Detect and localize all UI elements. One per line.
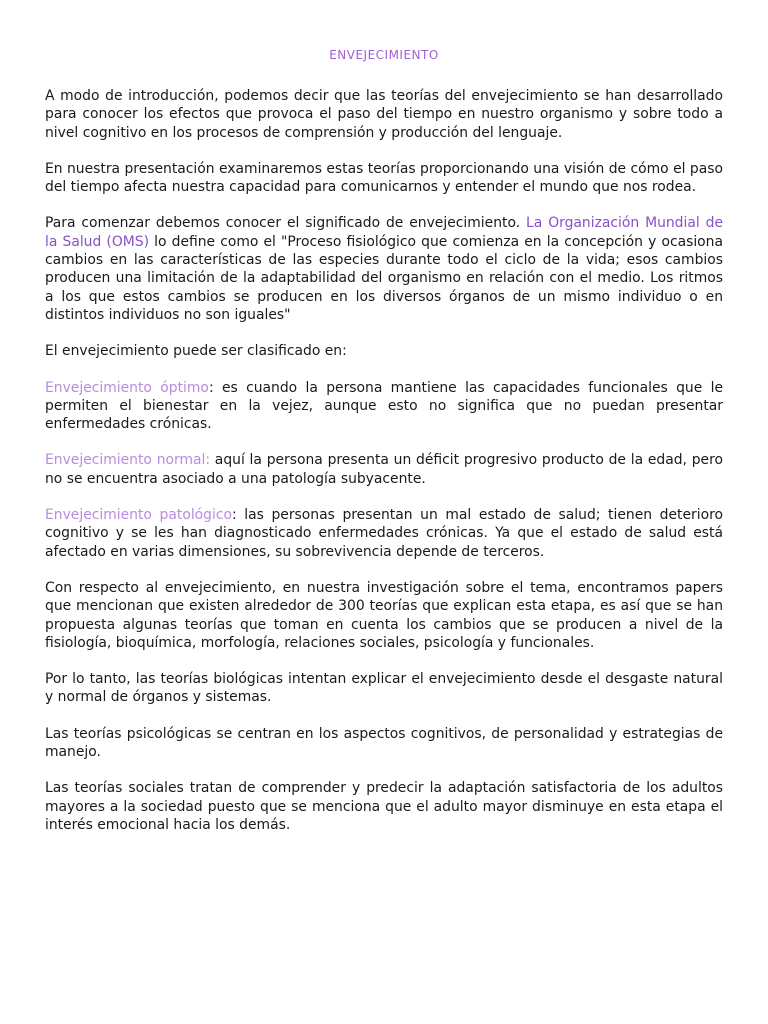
psychological-theories-paragraph: Las teorías psicológicas se centran en los aspectos cognitivos, de personalidad y estrategias de manejo. [45, 725, 723, 761]
normal-term: Envejecimiento normal: [45, 452, 211, 469]
intro-paragraph: A modo de introducción, podemos decir que las teorías del envejecimiento se han desarrollado para conocer los efectos que provoca el paso del tiempo en nuestro organismo y sobre todo a nivel cognitivo en los procesos de comprensión y producción del lenguaje. [45, 88, 723, 141]
optimo-text: : es cuando la persona mantiene las capacidades funcionales que le permiten el bienestar en la vejez, aunque esto no significa que no puedan presentar enfermedades crónicas. [45, 379, 723, 433]
page-title: ENVEJECIMIENTO [329, 48, 439, 62]
definition-quote-text: lo define como el "Proceso fisiológico que comienza en la concepción y ocasiona cambios en las características de las especies durante todo el ciclo de la vida; esos cambios producen una limitación de la adaptabilidad del organismo en relación con el medio. Los ritmos a los que estos cambios se producen en los diversos órganos de un mismo individuo o en distintos individuos no son iguales" [45, 233, 723, 323]
social-theories-paragraph: Las teorías sociales tratan de comprender y predecir la adaptación satisfactoria de los adultos mayores a la sociedad puesto que se menciona que el adulto mayor disminuye en esta etapa el interés emocional hacia los demás. [45, 780, 723, 833]
theories-paragraph: Con respecto al envejecimiento, en nuestra investigación sobre el tema, encontramos papers que mencionan que existen alrededor de 300 teorías que explican esta etapa, es así que se han propuesta algunas teorías que toman en cuenta los cambios que se producen a nivel de la fisiología, bioquímica, morfología, relaciones sociales, psicología y funcionales. [45, 579, 723, 651]
patologico-paragraph [45, 506, 723, 561]
biological-theories-paragraph: Por lo tanto, las teorías biológicas intentan explicar el envejecimiento desde el desgaste natural y normal de órganos y sistemas. [45, 671, 723, 706]
optimo-term: Envejecimiento óptimo [45, 379, 209, 396]
classification-intro: El envejecimiento puede ser clasificado en: [45, 343, 347, 360]
document-page [45, 48, 723, 852]
definition-paragraph [45, 214, 723, 324]
oms-link[interactable]: La Organización Mundial de la Salud (OMS) [45, 215, 723, 250]
patologico-term: Envejecimiento patológico [45, 507, 232, 524]
normal-text: aquí la persona presenta un déficit progresivo producto de la edad, pero no se encuentra asociado a una patología subyacente. [45, 452, 723, 487]
presentation-paragraph: En nuestra presentación examinaremos estas teorías proporcionando una visión de cómo el paso del tiempo afecta nuestra capacidad para comunicarnos y entender el mundo que nos rodea. [45, 160, 723, 196]
definition-intro-text: Para comenzar debemos conocer el significado de envejecimiento. [45, 215, 527, 232]
optimo-paragraph [45, 379, 723, 434]
patologico-text: : las personas presentan un mal estado de salud; tienen deterioro cognitivo y se les han diagnosticado enfermedades crónicas. Ya que el estado de salud está afectado en varias dimensiones, su sobrevivencia depende de terceros. [45, 507, 723, 560]
normal-paragraph [45, 451, 723, 488]
